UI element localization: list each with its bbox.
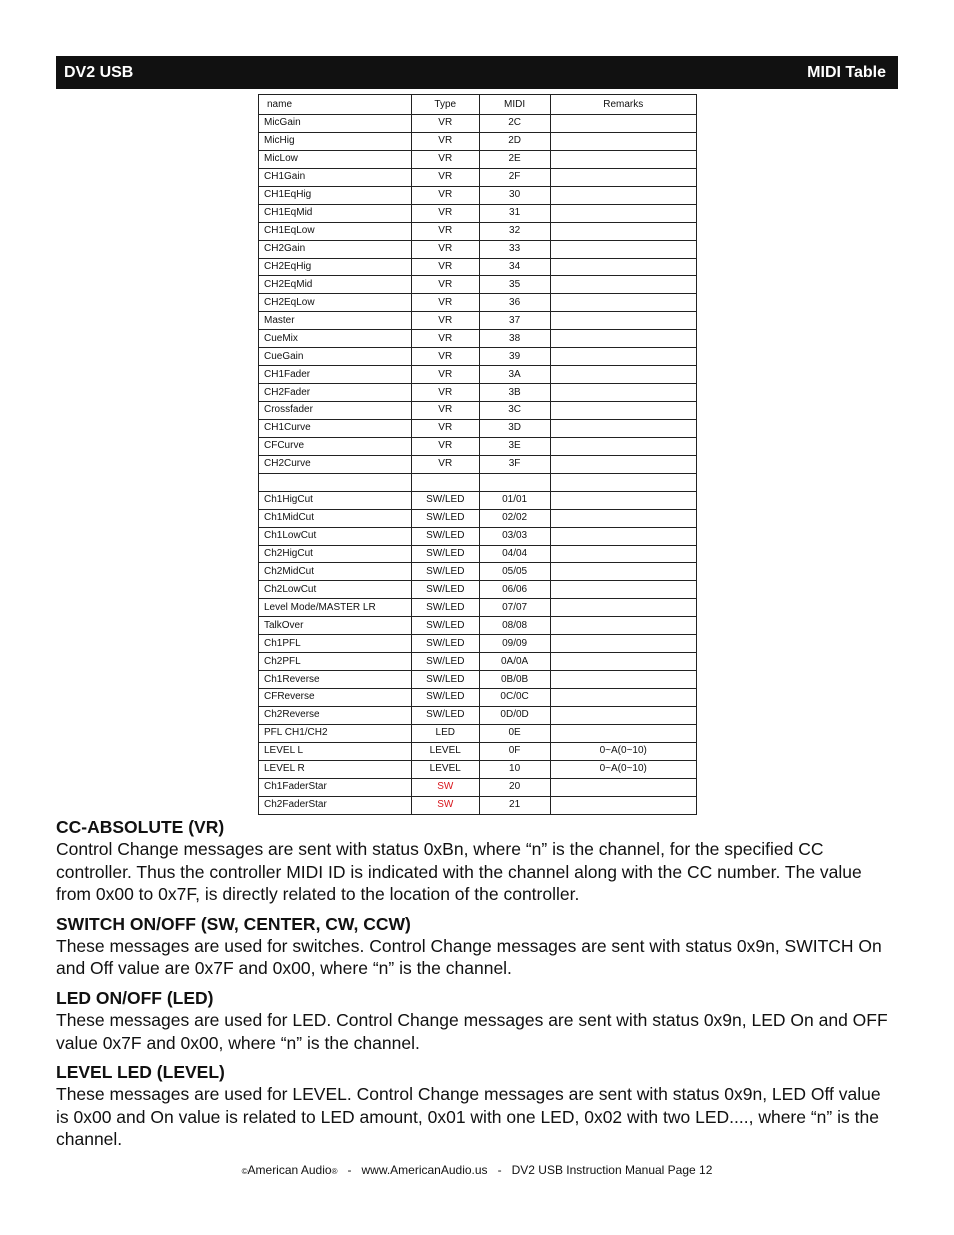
cell-type: VR	[411, 330, 479, 348]
table-row	[259, 186, 697, 204]
cell-midi: 39	[479, 348, 550, 366]
cell-remarks	[550, 778, 697, 796]
table-row	[259, 294, 697, 312]
cell-remarks	[550, 384, 697, 402]
cell-name: Ch1MidCut	[259, 509, 412, 527]
section-heading: SWITCH ON/OFF (SW, CENTER, CW, CCW)	[56, 913, 411, 934]
cell-type: SW/LED	[411, 509, 479, 527]
cell-midi: 35	[479, 276, 550, 294]
cell-remarks	[550, 115, 697, 133]
cell-name: CH1EqHig	[259, 186, 412, 204]
table-row	[259, 671, 697, 689]
table-row	[259, 455, 697, 473]
header-product-title: DV2 USB	[64, 63, 134, 81]
cell-midi: 3D	[479, 419, 550, 437]
cell-name: CueGain	[259, 348, 412, 366]
cell-midi: 03/03	[479, 527, 550, 545]
cell-name: PFL CH1/CH2	[259, 724, 412, 742]
cell-remarks	[550, 348, 697, 366]
cell-name: Ch2FaderStar	[259, 796, 412, 814]
cell-midi: 0A/0A	[479, 653, 550, 671]
cell-midi: 30	[479, 186, 550, 204]
column-header-type: Type	[411, 95, 479, 115]
table-row	[259, 724, 697, 742]
table-row	[259, 742, 697, 760]
cell-type: SW/LED	[411, 671, 479, 689]
cell-midi: 33	[479, 240, 550, 258]
cell-midi: 31	[479, 204, 550, 222]
cell-type: VR	[411, 240, 479, 258]
cell-remarks	[550, 671, 697, 689]
cell-type: VR	[411, 312, 479, 330]
section-level-led	[56, 1061, 898, 1151]
description-sections	[56, 816, 898, 1158]
cell-type: SW/LED	[411, 563, 479, 581]
cell-remarks	[550, 132, 697, 150]
table-row	[259, 366, 697, 384]
cell-midi: 20	[479, 778, 550, 796]
column-header-midi: MIDI	[479, 95, 550, 115]
section-body: These messages are used for LED. Control Change messages are sent with status 0x9n, LED On and OFF value 0x7F and 0x00, where “n” is the channel.	[56, 1009, 888, 1053]
page-footer	[0, 1163, 954, 1177]
cell-name: CH2Gain	[259, 240, 412, 258]
cell-name: Ch2HigCut	[259, 545, 412, 563]
table-row	[259, 402, 697, 420]
table-row	[259, 599, 697, 617]
footer-separator: -	[347, 1163, 352, 1177]
cell-type: SW/LED	[411, 491, 479, 509]
table-row	[259, 258, 697, 276]
cell-type: SW/LED	[411, 689, 479, 707]
cell-remarks: 0~A(0~10)	[550, 742, 697, 760]
cell-name: MicGain	[259, 115, 412, 133]
cell-midi: 34	[479, 258, 550, 276]
cell-remarks	[550, 581, 697, 599]
cell-midi: 07/07	[479, 599, 550, 617]
cell-type: SW/LED	[411, 599, 479, 617]
cell-remarks	[550, 509, 697, 527]
cell-remarks	[550, 689, 697, 707]
cell-type: VR	[411, 115, 479, 133]
table-row	[259, 545, 697, 563]
cell-name: LEVEL L	[259, 742, 412, 760]
cell-name: CH2EqLow	[259, 294, 412, 312]
cell-midi: 32	[479, 222, 550, 240]
cell-remarks	[550, 258, 697, 276]
cell-type: VR	[411, 402, 479, 420]
footer-separator: -	[497, 1163, 502, 1177]
section-body: These messages are used for switches. Control Change messages are sent with status 0x9n, SWITCH On and Off value are 0x7F and 0x00, where “n” is the channel.	[56, 935, 882, 979]
cell-remarks	[550, 617, 697, 635]
cell-name: Ch2Reverse	[259, 706, 412, 724]
cell-name: Ch2PFL	[259, 653, 412, 671]
cell-name: CFReverse	[259, 689, 412, 707]
cell-type: VR	[411, 204, 479, 222]
cell-midi: 02/02	[479, 509, 550, 527]
cell-name: CH1EqMid	[259, 204, 412, 222]
cell-midi: 0D/0D	[479, 706, 550, 724]
cell-type	[411, 473, 479, 491]
cell-midi: 38	[479, 330, 550, 348]
footer-brand: American Audio	[247, 1163, 332, 1177]
cell-type: VR	[411, 384, 479, 402]
cell-remarks	[550, 437, 697, 455]
cell-name: Crossfader	[259, 402, 412, 420]
cell-type: SW/LED	[411, 545, 479, 563]
cell-remarks	[550, 168, 697, 186]
cell-remarks	[550, 204, 697, 222]
footer-page-label: DV2 USB Instruction Manual Page 12	[511, 1163, 713, 1177]
cell-type: VR	[411, 437, 479, 455]
midi-table	[258, 94, 697, 815]
cell-name: CH2EqHig	[259, 258, 412, 276]
table-row	[259, 384, 697, 402]
cell-name: CH1EqLow	[259, 222, 412, 240]
cell-type: VR	[411, 419, 479, 437]
cell-name: CH2EqMid	[259, 276, 412, 294]
section-led-on-off	[56, 987, 898, 1054]
cell-midi: 3F	[479, 455, 550, 473]
cell-remarks	[550, 222, 697, 240]
cell-type: VR	[411, 276, 479, 294]
table-row	[259, 706, 697, 724]
cell-remarks	[550, 653, 697, 671]
cell-midi: 21	[479, 796, 550, 814]
table-row	[259, 796, 697, 814]
cell-type: SW/LED	[411, 706, 479, 724]
table-row	[259, 653, 697, 671]
table-row	[259, 150, 697, 168]
cell-midi: 0C/0C	[479, 689, 550, 707]
cell-name: CH1Fader	[259, 366, 412, 384]
table-row	[259, 168, 697, 186]
cell-remarks	[550, 330, 697, 348]
table-row	[259, 491, 697, 509]
table-row	[259, 276, 697, 294]
cell-midi: 37	[479, 312, 550, 330]
table-row	[259, 222, 697, 240]
cell-type: VR	[411, 150, 479, 168]
cell-name: CH1Curve	[259, 419, 412, 437]
cell-name: LEVEL R	[259, 760, 412, 778]
cell-remarks	[550, 312, 697, 330]
cell-midi: 36	[479, 294, 550, 312]
table-row	[259, 473, 697, 491]
section-body: Control Change messages are sent with status 0xBn, where “n” is the channel, for the specified CC controller. Thus the controller MIDI ID is indicated with the channel along with the CC number. The value from 0x00 to 0x7F, is directly related to the location of the controller.	[56, 839, 862, 905]
section-cc-absolute	[56, 816, 898, 906]
cell-name: TalkOver	[259, 617, 412, 635]
cell-type: VR	[411, 455, 479, 473]
cell-name: Ch2MidCut	[259, 563, 412, 581]
cell-type: VR	[411, 132, 479, 150]
cell-midi: 0F	[479, 742, 550, 760]
cell-midi: 2C	[479, 115, 550, 133]
table-row	[259, 204, 697, 222]
cell-name: Ch1HigCut	[259, 491, 412, 509]
cell-remarks	[550, 599, 697, 617]
cell-name: CueMix	[259, 330, 412, 348]
cell-midi: 05/05	[479, 563, 550, 581]
table-row	[259, 330, 697, 348]
cell-type: SW/LED	[411, 635, 479, 653]
section-heading: CC-ABSOLUTE (VR)	[56, 817, 225, 837]
cell-midi: 0B/0B	[479, 671, 550, 689]
column-header-name: name	[259, 95, 412, 115]
table-row	[259, 437, 697, 455]
cell-remarks	[550, 455, 697, 473]
cell-type: SW/LED	[411, 527, 479, 545]
footer-website: www.AmericanAudio.us	[361, 1163, 488, 1177]
cell-name: Ch1PFL	[259, 635, 412, 653]
cell-midi: 3C	[479, 402, 550, 420]
cell-midi: 01/01	[479, 491, 550, 509]
cell-name: CFCurve	[259, 437, 412, 455]
cell-name: Level Mode/MASTER LR	[259, 599, 412, 617]
table-row	[259, 581, 697, 599]
cell-midi: 2D	[479, 132, 550, 150]
table-row	[259, 348, 697, 366]
cell-type: SW	[411, 778, 479, 796]
page-header-bar	[56, 56, 898, 89]
header-section-title: MIDI Table	[807, 63, 886, 81]
cell-name: CH2Fader	[259, 384, 412, 402]
cell-name: Ch1LowCut	[259, 527, 412, 545]
cell-type: VR	[411, 168, 479, 186]
cell-type: SW/LED	[411, 617, 479, 635]
cell-remarks	[550, 240, 697, 258]
cell-remarks	[550, 419, 697, 437]
cell-midi: 2F	[479, 168, 550, 186]
cell-midi: 09/09	[479, 635, 550, 653]
table-row	[259, 760, 697, 778]
cell-remarks	[550, 635, 697, 653]
section-heading: LEVEL LED (LEVEL)	[56, 1062, 225, 1083]
midi-table-body	[259, 115, 697, 815]
cell-name: CH2Curve	[259, 455, 412, 473]
table-row	[259, 778, 697, 796]
cell-name: MicHig	[259, 132, 412, 150]
section-heading: LED ON/OFF (LED)	[56, 987, 214, 1008]
cell-type: VR	[411, 186, 479, 204]
registered-symbol: ®	[331, 1167, 338, 1176]
cell-remarks	[550, 402, 697, 420]
table-row	[259, 115, 697, 133]
cell-name: MicLow	[259, 150, 412, 168]
table-row	[259, 240, 697, 258]
cell-midi: 3E	[479, 437, 550, 455]
cell-type: LEVEL	[411, 742, 479, 760]
cell-name: Ch1Reverse	[259, 671, 412, 689]
cell-remarks	[550, 276, 697, 294]
cell-remarks	[550, 473, 697, 491]
cell-remarks	[550, 796, 697, 814]
cell-remarks	[550, 563, 697, 581]
cell-remarks	[550, 491, 697, 509]
cell-remarks	[550, 150, 697, 168]
section-switch-on-off	[56, 913, 898, 980]
cell-type: LED	[411, 724, 479, 742]
cell-type: VR	[411, 366, 479, 384]
midi-table-header-row	[259, 95, 697, 115]
cell-type: VR	[411, 222, 479, 240]
cell-name	[259, 473, 412, 491]
cell-remarks	[550, 527, 697, 545]
cell-type: SW	[411, 796, 479, 814]
cell-remarks	[550, 545, 697, 563]
table-row	[259, 617, 697, 635]
table-row	[259, 419, 697, 437]
cell-type: VR	[411, 258, 479, 276]
cell-type: LEVEL	[411, 760, 479, 778]
table-row	[259, 509, 697, 527]
cell-type: SW/LED	[411, 653, 479, 671]
cell-type: SW/LED	[411, 581, 479, 599]
cell-midi: 0E	[479, 724, 550, 742]
cell-midi	[479, 473, 550, 491]
cell-name: CH1Gain	[259, 168, 412, 186]
cell-midi: 04/04	[479, 545, 550, 563]
cell-midi: 08/08	[479, 617, 550, 635]
cell-remarks	[550, 294, 697, 312]
cell-midi: 10	[479, 760, 550, 778]
table-row	[259, 689, 697, 707]
cell-remarks	[550, 186, 697, 204]
cell-midi: 3B	[479, 384, 550, 402]
cell-name: Master	[259, 312, 412, 330]
cell-type: VR	[411, 348, 479, 366]
section-body: These messages are used for LEVEL. Control Change messages are sent with status 0x9n, LED Off value is 0x00 and On value is related to LED amount, 0x01 with one LED, 0x02 with two LED...., where “n” is the channel.	[56, 1084, 881, 1150]
cell-remarks	[550, 706, 697, 724]
column-header-remarks: Remarks	[550, 95, 697, 115]
cell-name: Ch1FaderStar	[259, 778, 412, 796]
cell-midi: 06/06	[479, 581, 550, 599]
table-row	[259, 635, 697, 653]
cell-midi: 3A	[479, 366, 550, 384]
table-row	[259, 132, 697, 150]
table-row	[259, 312, 697, 330]
cell-remarks: 0~A(0~10)	[550, 760, 697, 778]
cell-midi: 2E	[479, 150, 550, 168]
table-row	[259, 563, 697, 581]
copyright-symbol: ©	[241, 1167, 248, 1176]
cell-name: Ch2LowCut	[259, 581, 412, 599]
table-row	[259, 527, 697, 545]
cell-type: VR	[411, 294, 479, 312]
cell-remarks	[550, 724, 697, 742]
cell-remarks	[550, 366, 697, 384]
